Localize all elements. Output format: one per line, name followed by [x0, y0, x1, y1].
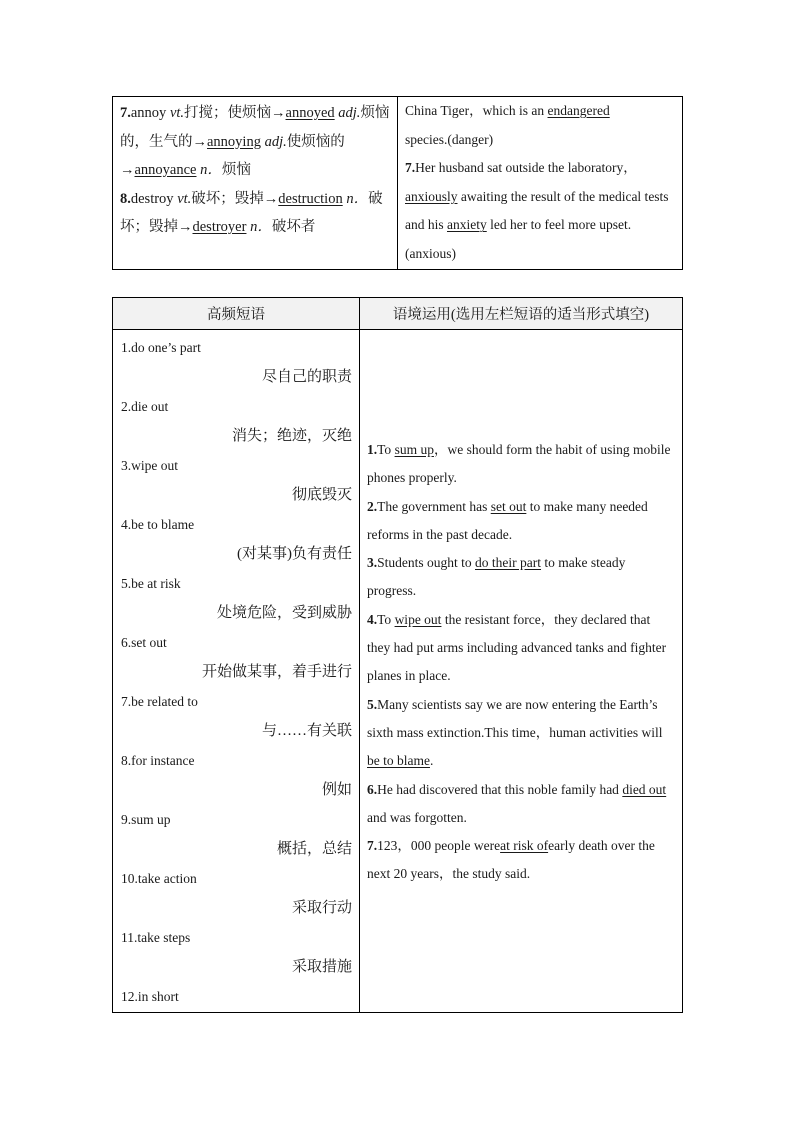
phrase-english: 3.wipe out [121, 458, 178, 473]
phrase-chinese: 尽自己的职责 [261, 368, 352, 385]
word-forms-cell [113, 97, 398, 270]
exercise-text: and was forgotten. [367, 809, 467, 825]
meaning: 烦恼 [221, 162, 251, 178]
phrase-chinese: 开始做某事，着手进行 [201, 663, 352, 680]
item-number: 7. [120, 105, 131, 121]
exercise-text: Many scientists say we are now entering the Earth’s sixth mass extinction.This time，human activities will [367, 696, 663, 740]
exercise-text: He had discovered that this noble family had [377, 781, 619, 797]
answer-blank: anxiety [447, 217, 487, 233]
phrase-chinese: 彻底毁灭 [291, 486, 352, 503]
item-number: 7. [405, 160, 416, 176]
item-number: 3. [367, 555, 378, 571]
phrase-english: 10.take action [121, 871, 197, 886]
item-number: 1. [367, 442, 378, 457]
sentence-text: led her to feel more upset.(anxious) [405, 217, 632, 261]
example-sentences-cell [398, 97, 683, 270]
answer-blank: at risk of [500, 838, 549, 854]
exercise-list [360, 330, 682, 889]
meaning: 破坏；毁掉→ [120, 190, 383, 235]
exercise-text: Students ought to [377, 555, 472, 571]
phrase-chinese: 采取措施 [291, 958, 352, 975]
exercise-text: ，we should form the habit of using mobile phones properly. [367, 442, 671, 486]
item-number: 8. [120, 190, 131, 207]
exercise-text: . [429, 753, 434, 769]
answer-blank: endangered [547, 103, 610, 118]
meaning: 破坏；毁掉→ [191, 190, 279, 207]
answer-blank: died out [622, 781, 667, 797]
phrase-chinese: 采取行动 [291, 899, 352, 916]
item-number: 5. [367, 696, 378, 712]
phrase-chinese: 例如 [321, 781, 352, 798]
part-of-speech: n． [200, 162, 222, 178]
exercise-text: the resistant force，they declared that they had put arms including advanced tanks and fighter planes in place. [367, 611, 667, 684]
part-of-speech: n． [346, 190, 369, 207]
item-number: 2. [367, 498, 378, 514]
meaning: 烦恼的，生气的→ [120, 105, 390, 150]
exercise-text: To [377, 611, 392, 627]
answer-blank: anxiously [405, 188, 458, 204]
phrase-chinese: (对某事)负有责任 [237, 545, 352, 562]
part-of-speech: adj. [264, 133, 287, 150]
sentence-text: awaiting the result of the medical tests and his [405, 188, 669, 233]
meaning: 使烦恼的→ [120, 133, 345, 178]
sentence-text: species.(danger) [405, 131, 494, 147]
phrase-english: 7.be related to [121, 694, 198, 709]
item-number: 4. [367, 611, 378, 627]
exercise-item [367, 776, 676, 833]
phrase-table [112, 297, 683, 1013]
exercise-item [367, 493, 676, 550]
header-high-frequency-phrases: 高频短语 [113, 298, 360, 330]
headword: annoy [130, 105, 167, 121]
answer-blank: destruction [278, 190, 343, 207]
exercise-item [367, 549, 676, 606]
phrase-english: 5.be at risk [121, 576, 181, 591]
answer-blank: be to blame [367, 753, 430, 769]
phrase-list-cell [113, 330, 360, 1013]
phrase-english: 8.for instance [121, 753, 195, 768]
answer-blank: annoyed [285, 105, 335, 121]
exercise-text: 123，000 people were [377, 838, 501, 854]
phrase-english: 6.set out [121, 635, 167, 650]
exercise-text: to make many needed reforms in the past decade. [367, 498, 648, 542]
meaning: 打搅；使烦恼→ [184, 105, 286, 121]
sentence-text: Her husband sat outside the laboratory， [415, 160, 637, 176]
header-context-usage: 语境运用(选用左栏短语的适当形式填空) [360, 298, 683, 330]
phrase-english: 2.die out [121, 399, 169, 414]
phrase-english: 9.sum up [121, 812, 171, 827]
exercise-text: To [377, 442, 392, 457]
phrase-english: 4.be to blame [121, 517, 195, 532]
answer-blank: annoying [207, 133, 261, 150]
exercise-item [367, 832, 676, 889]
part-of-speech: n． [250, 219, 272, 235]
sentence-text: China Tiger，which is an [405, 103, 545, 118]
phrase-list [113, 330, 359, 1012]
part-of-speech: vt. [169, 105, 185, 121]
phrase-chinese: 处境危险，受到威胁 [216, 604, 352, 621]
phrase-chinese: 消失；绝迹，灭绝 [231, 427, 352, 444]
phrase-english: 12.in short [121, 989, 179, 1004]
exercise-text: The government has [377, 498, 488, 514]
exercise-item [367, 436, 676, 493]
answer-blank: set out [490, 498, 527, 514]
phrase-english: 11.take steps [121, 930, 191, 945]
exercise-cell [360, 330, 683, 1013]
phrase-english: 1.do one’s part [121, 340, 201, 355]
vocabulary-table [112, 96, 683, 270]
meaning: 破坏者 [271, 219, 316, 235]
answer-blank: destroyer [192, 219, 247, 235]
phrase-chinese: 概括，总结 [276, 840, 352, 857]
exercise-text: early death over the next 20 years，the study said. [367, 838, 655, 882]
answer-blank: sum up [394, 442, 434, 457]
item-number: 7. [367, 838, 378, 854]
answer-blank: annoyance [134, 162, 197, 178]
headword: destroy [130, 190, 174, 207]
phrase-chinese: 与……有关联 [261, 722, 352, 739]
item-number: 6. [367, 781, 378, 797]
exercise-item [367, 691, 676, 776]
exercise-text: to make steady progress. [367, 555, 626, 599]
answer-blank: do their part [475, 555, 541, 571]
part-of-speech: adj. [338, 105, 361, 121]
exercise-item [367, 606, 676, 691]
part-of-speech: vt. [177, 190, 192, 207]
answer-blank: wipe out [394, 611, 442, 627]
